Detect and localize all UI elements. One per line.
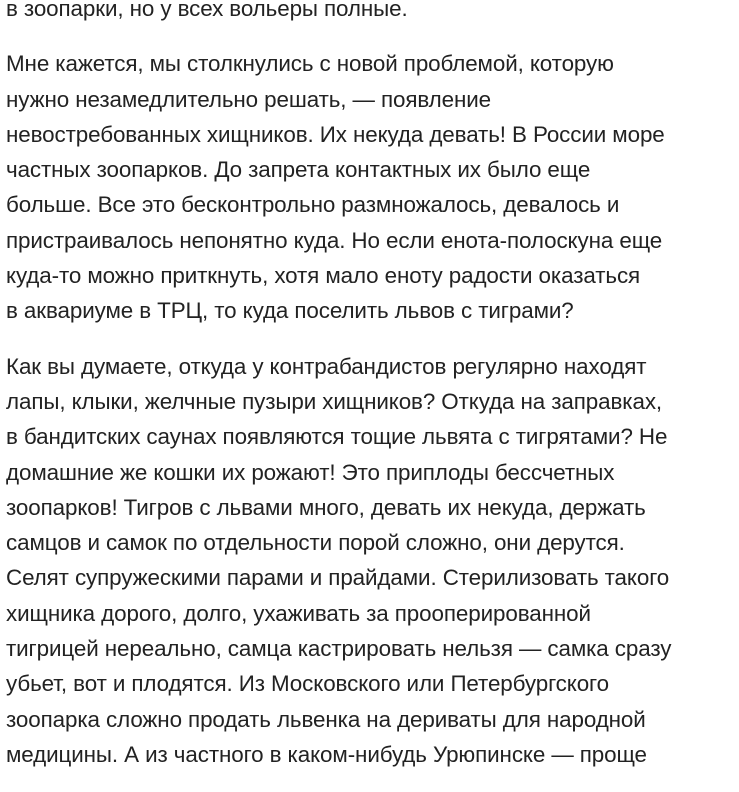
article-body (6, 0, 739, 792)
text-line: в зоопарки, но у всех вольеры полные. (6, 0, 408, 21)
text-line: куда-то можно приткнуть, хотя мало еноту радости оказаться (6, 263, 641, 289)
text-line: пристраивалось непонятно куда. Но если енота-полоскуна еще (6, 227, 663, 253)
text-line: Мне кажется, мы столкнулись с новой проблемой, которую (6, 51, 614, 77)
text-line: в бандитских саунах появляются тощие львята с тигрятами? Не (6, 424, 668, 450)
text-line: хищника дорого, долго, ухаживать за прооперированной (6, 600, 591, 626)
text-line: частных зоопарков. До запрета контактных их было еще (6, 157, 591, 183)
text-line: медицины. А из частного в каком-нибудь Урюпинске — проще (6, 741, 647, 767)
text-line: Как вы думаете, откуда у контрабандистов регулярно находят (6, 353, 647, 379)
text-line: в аквариуме в ТРЦ, то куда поселить львов с тиграми? (6, 298, 574, 324)
text-line: убьет, вот и плодятся. Из Московского или Петербургского (6, 671, 609, 697)
paragraph-1 (6, 0, 739, 26)
text-line: лапы, клыки, желчные пузыри хищников? Откуда на заправках, (6, 388, 663, 414)
text-line: невостребованных хищников. Их некуда девать! В России море (6, 121, 665, 147)
text-line: тигрицей нереально, самца кастрировать нельзя — самка сразу (6, 636, 672, 662)
text-line: нужно незамедлительно решать, — появление (6, 86, 491, 112)
text-line: больше. Все это бесконтрольно размножалось, девалось и (6, 192, 620, 218)
paragraph-3 (6, 349, 739, 773)
text-line: зоопарка сложно продать львенка на дериваты для народной (6, 706, 646, 732)
text-line: зоопарков! Тигров с львами много, девать их некуда, держать (6, 494, 646, 520)
paragraph-2 (6, 46, 739, 328)
text-line: Селят супружескими парами и прайдами. Стерилизовать такого (6, 565, 670, 591)
text-line: самцов и самок по отдельности порой сложно, они дерутся. (6, 530, 625, 556)
text-line: домашние же кошки их рожают! Это приплоды бессчетных (6, 459, 615, 485)
